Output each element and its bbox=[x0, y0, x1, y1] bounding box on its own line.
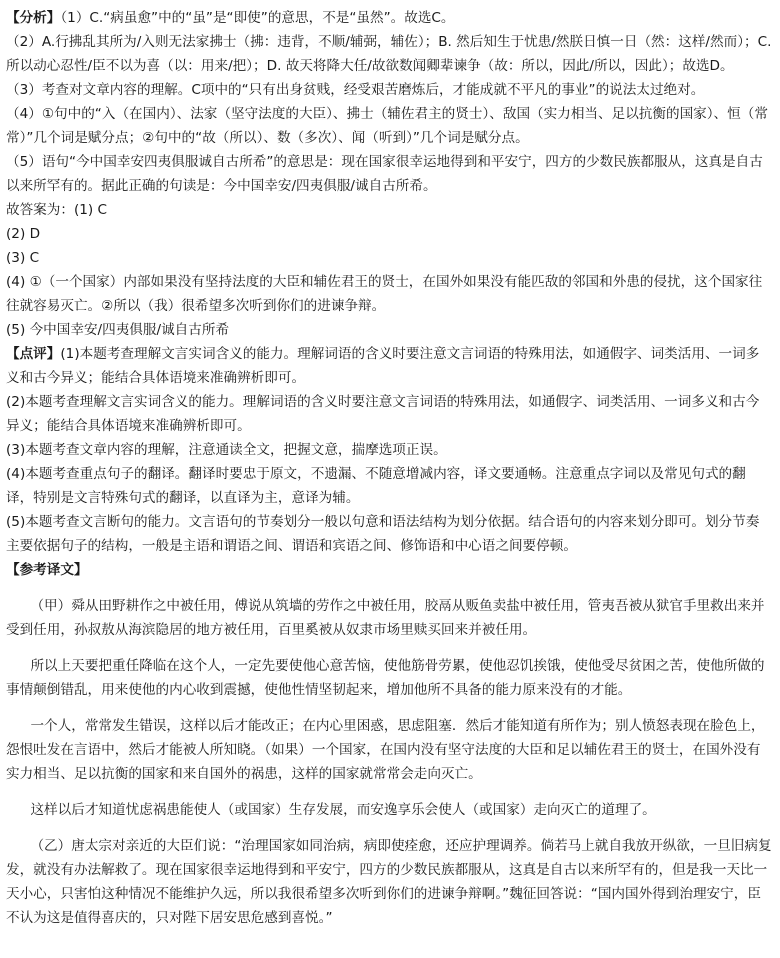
translation-para-4: 这样以后才知道忧虑祸患能使人（或国家）生存发展，而安逸享乐会使人（或国家）走向灭亡的道理了。 bbox=[30, 802, 656, 818]
answer-3: (3) C bbox=[6, 250, 40, 266]
comment-item-5: (5)本题考查文言断句的能力。文言语句的节奏划分一般以句意和语法结构为划分依据。结合语句的内容来划分即可。划分节奏主要依据句子的结构，一般是主语和谓语之间、谓语和宾语之间、修饰语和中心语之间要停顿。 bbox=[6, 514, 760, 554]
translation-para-5: （乙）唐太宗对亲近的大臣们说：“治理国家如同治病，病即使痊愈，还应护理调养。倘若马上就自我放开纵欲，一旦旧病复发，就没有办法解救了。现在国家很幸运地得到和平安宁，四方的少数民族都服从，这真是自古以来所罕有的，但是我一天比一天小心，只害怕这种情况不能维护久远，所以我很希望多次听到你们的进谏争辩啊。”魏征回答说：“国内国外得到治理安宁，臣不认为这是值得喜庆的，只对陛下居安思危感到喜悦。” bbox=[6, 838, 772, 926]
comment-item-2: (2)本题考查理解文言实词含义的能力。理解词语的含义时要注意文言词语的特殊用法，如通假字、词类活用、一词多义和古今异义；能结合具体语境来准确辨析即可。 bbox=[6, 394, 760, 434]
comment-section bbox=[6, 342, 772, 390]
analysis-item-5: （5）语句“今中国幸安四夷俱服诚自古所希”的意思是：现在国家很幸运地得到和平安宁，四方的少数民族都服从，这真是自古以来所罕有的。据此正确的句读是：今中国幸安/四夷俱服/诚自古所希。 bbox=[6, 154, 763, 194]
spacer bbox=[6, 582, 772, 594]
spacer bbox=[6, 786, 772, 798]
comment-item-4: (4)本题考查重点句子的翻译。翻译时要忠于原文，不遗漏、不随意增减内容，译文要通畅。注意重点字词以及常见句式的翻译，特别是文言特殊句式的翻译，以直译为主，意译为辅。 bbox=[6, 466, 746, 506]
answer-2: (2) D bbox=[6, 226, 41, 242]
comment-item-1: (1)本题考查理解文言实词含义的能力。理解词语的含义时要注意文言词语的特殊用法，如通假字、词类活用、一词多义和古今异义；能结合具体语境来准确辨析即可。 bbox=[6, 346, 760, 386]
translation-para-3: 一个人，常常发生错误，这样以后才能改正；在内心里困惑，思虑阻塞．然后才能知道有所作为；别人愤怒表现在脸色上，怨恨吐发在言语中，然后才能被人所知晓。（如果）一个国家，在国内没有坚守法度的大臣和足以辅佐君王的贤士，在国外没有实力相当、足以抗衡的国家和来自国外的祸患，这样的国家就常常会走向灭亡。 bbox=[6, 718, 765, 782]
answer-4: (4) ①（一个国家）内部如果没有坚持法度的大臣和辅佐君王的贤士，在国外如果没有能匹敌的邻国和外患的侵扰，这个国家往往就容易灭亡。②所以（我）很希望多次听到你们的进谏争辩。 bbox=[6, 274, 763, 314]
answer-1: 故答案为：(1) C bbox=[6, 202, 108, 218]
spacer bbox=[6, 822, 772, 834]
analysis-header: 【分析】 bbox=[6, 10, 61, 26]
comment-header: 【点评】 bbox=[6, 346, 61, 362]
analysis-item-3: （3）考查对文章内容的理解。C项中的“只有出身贫贱，经受艰苦磨炼后，才能成就不平凡的事业”的说法太过绝对。 bbox=[6, 82, 705, 98]
comment-item-3: (3)本题考查文章内容的理解，注意通读全文，把握文意，揣摩选项正误。 bbox=[6, 442, 447, 458]
spacer bbox=[6, 642, 772, 654]
translation-para-2: 所以上天要把重任降临在这个人，一定先要使他心意苦恼，使他筋骨劳累，使他忍饥挨饿，使他受尽贫困之苦，使他所做的事情颠倒错乱，用来使他的内心收到震撼，使他性情坚韧起来，增加他所不具备的能力原来没有的才能。 bbox=[6, 658, 765, 698]
answer-5: (5) 今中国幸安/四夷俱服/诚自古所希 bbox=[6, 322, 230, 338]
spacer bbox=[6, 702, 772, 714]
analysis-item-1: （1）C.“病虽愈”中的“虽”是“即使”的意思，不是“虽然”。故选C。 bbox=[60, 10, 455, 26]
analysis-section bbox=[6, 6, 772, 30]
translation-para-1: （甲）舜从田野耕作之中被任用，傅说从筑墙的劳作之中被任用，胶鬲从贩鱼卖盐中被任用，管夷吾被从狱官手里救出来并受到任用，孙叔敖从海滨隐居的地方被任用，百里奚被从奴隶市场里赎买回来并被任用。 bbox=[6, 598, 765, 638]
analysis-item-2: （2）A.行拂乱其所为/入则无法家拂士（拂：违背，不顺/辅弼，辅佐）；B. 然后知生于忧患/然朕日慎一日（然：这样/然而）；C. 所以动心忍性/臣不以为喜（以：用来/把）；D. 故天将降大任/故欲数闻卿辈谏争（故：所以，因此/所以，因此）；故选D。 bbox=[6, 34, 772, 74]
translation-header: 【参考译文】 bbox=[6, 562, 88, 578]
analysis-item-4: （4）①句中的“入（在国内）、法家（坚守法度的大臣）、拂士（辅佐君主的贤士）、敌国（实力相当、足以抗衡的国家）、恒（常常）”几个词是赋分点；②句中的“故（所以）、数（多次）、闻（听到）”几个词是赋分点。 bbox=[6, 106, 768, 146]
